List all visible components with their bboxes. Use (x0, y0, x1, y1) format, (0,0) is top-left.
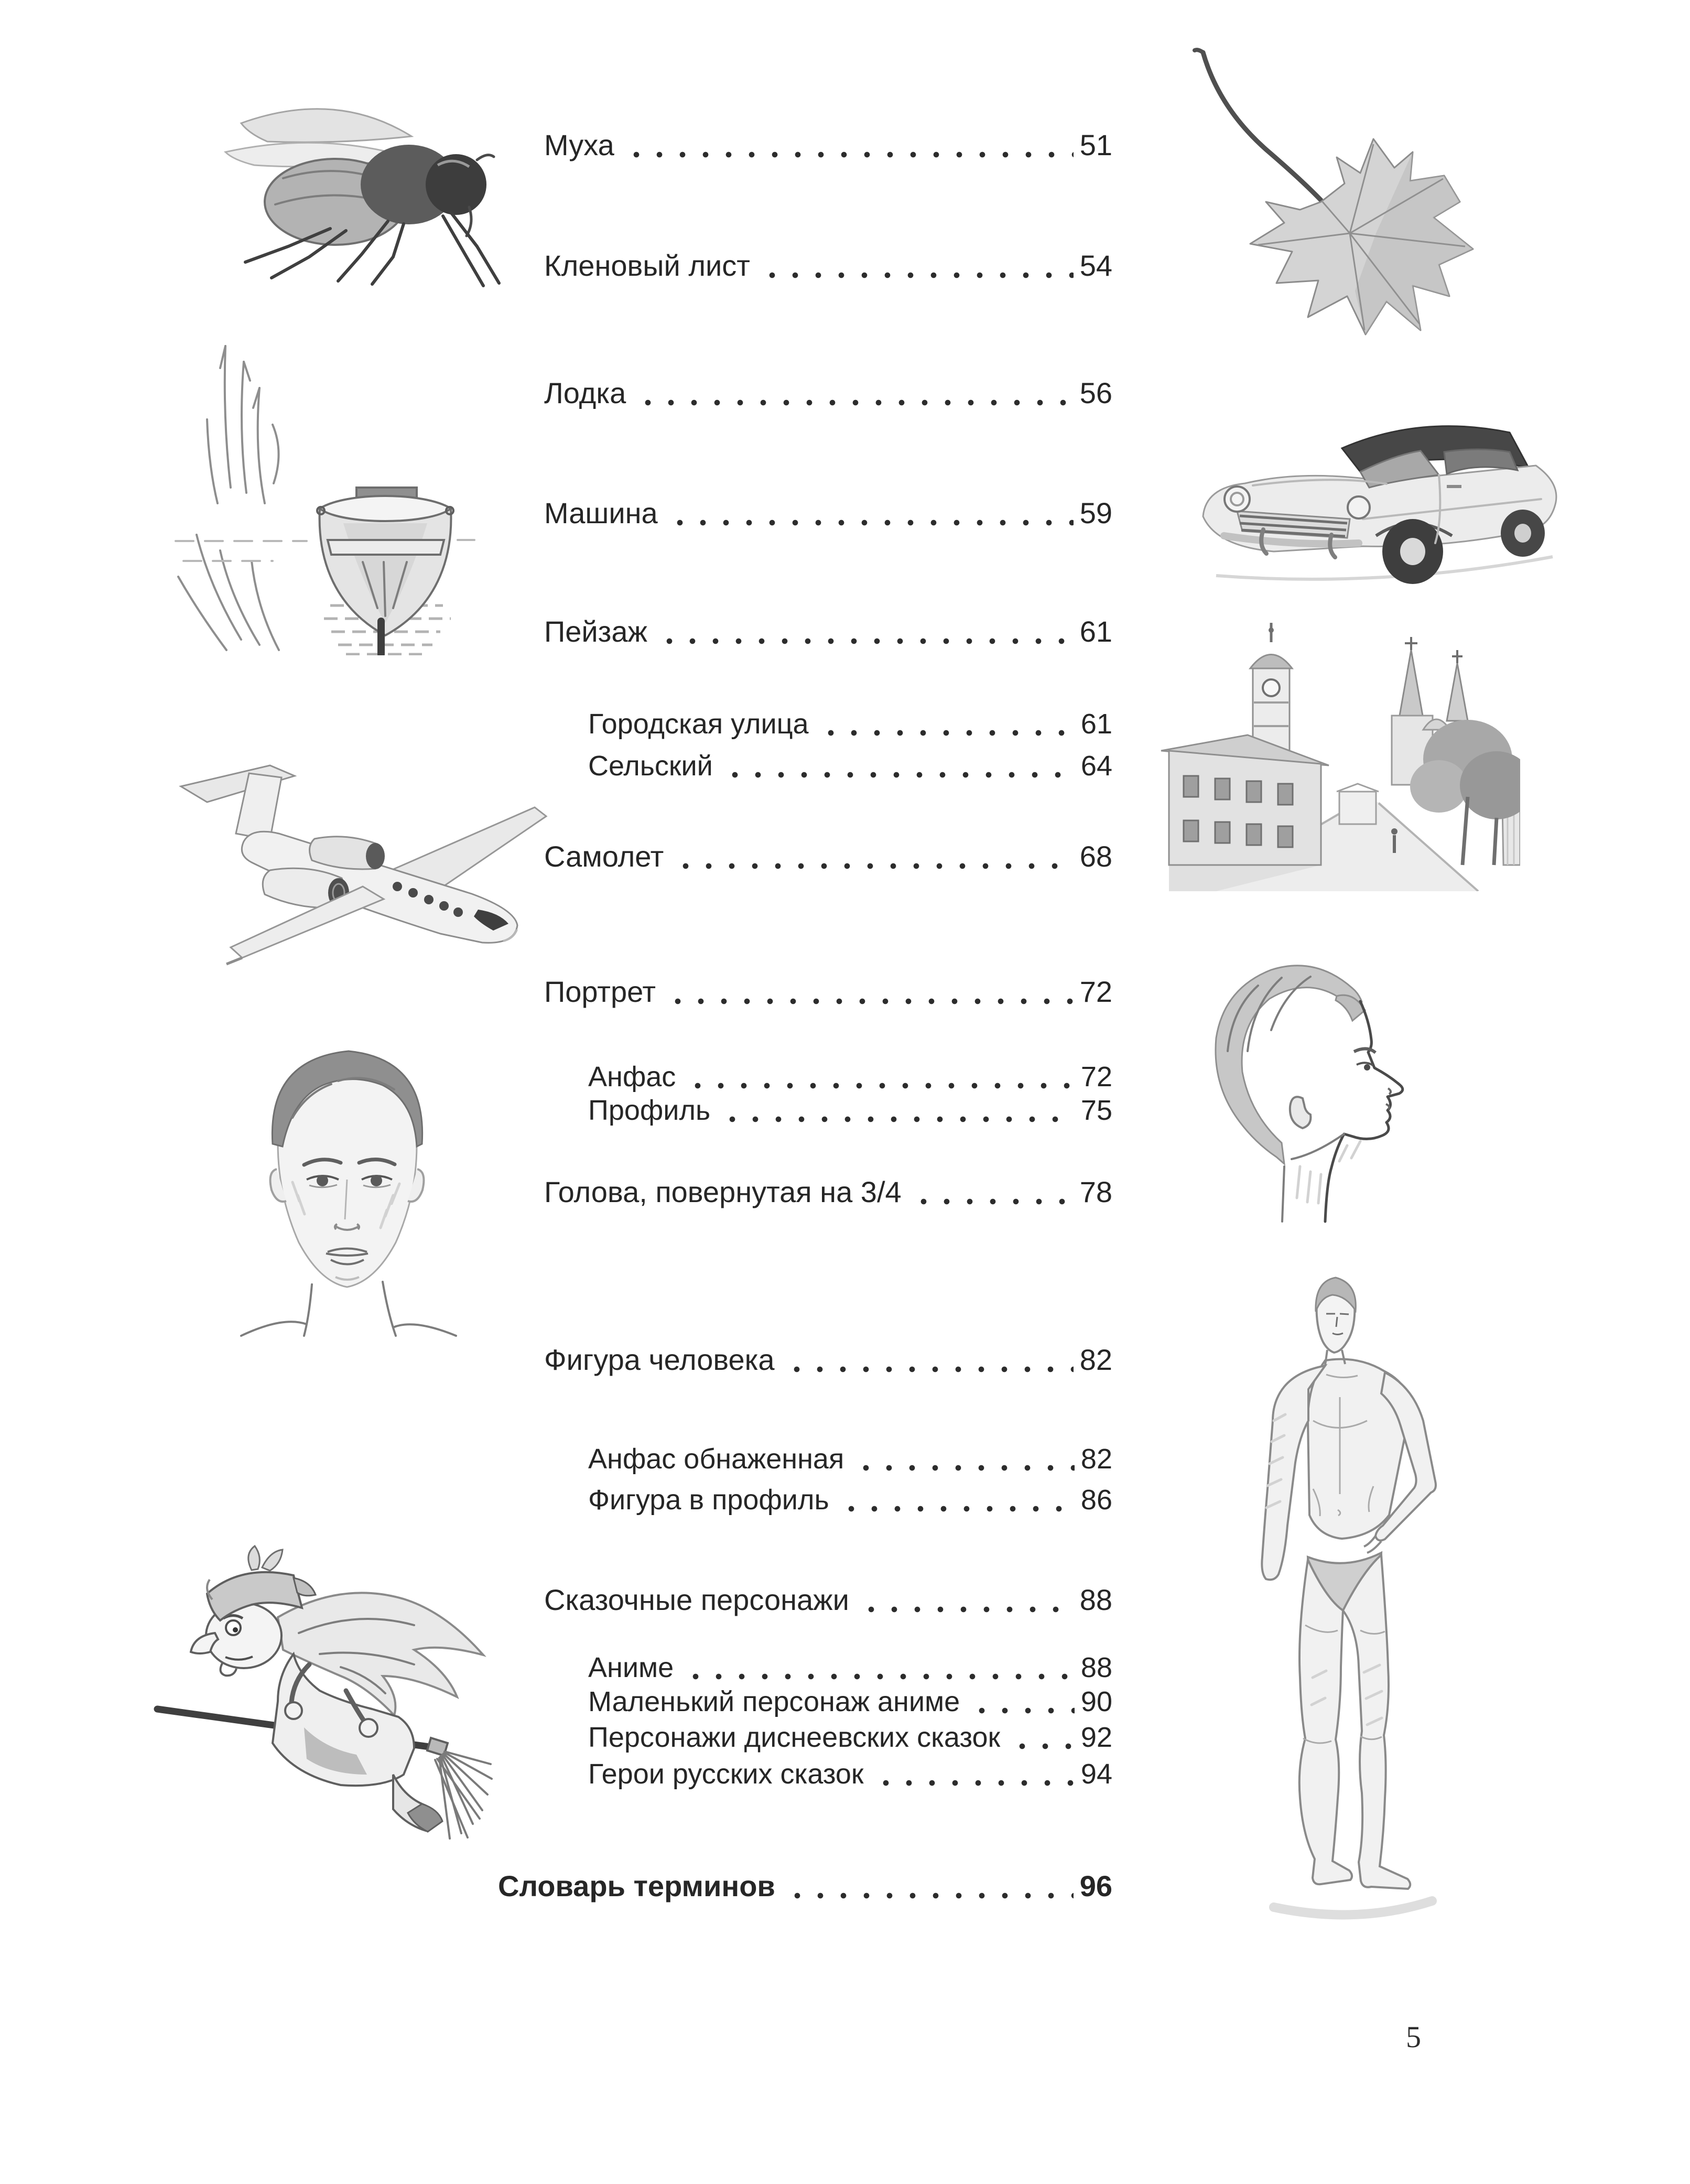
toc-entry-page: 61 (1080, 708, 1112, 740)
toc-entry (498, 128, 1112, 162)
toc-entry-label: Лодка (544, 376, 626, 409)
toc-entry (498, 750, 1112, 782)
toc-entry-page: 56 (1079, 376, 1112, 409)
toc-entry-label: Сельский (588, 750, 713, 782)
folio-page-number: 5 (1406, 2020, 1421, 2054)
toc-entry-page: 92 (1080, 1722, 1112, 1753)
toc-entry-label: Машина (544, 496, 658, 529)
toc-dot-leader (685, 1083, 1075, 1089)
toc-entry (498, 1685, 1112, 1718)
toc-entry (498, 496, 1112, 530)
toc-entry-page: 90 (1080, 1686, 1112, 1717)
witch-illustration (121, 1502, 498, 1845)
boat-illustration (147, 315, 488, 655)
toc-entry-label: Профиль (588, 1095, 711, 1126)
male-figure-illustration (1200, 1263, 1462, 1940)
toc-entry-page: 59 (1079, 496, 1112, 529)
toc-entry-label: Кленовый лист (544, 249, 750, 282)
toc-entry-label: Сказочные персонажи (544, 1583, 849, 1616)
toc-entry-label: Городская улица (588, 708, 809, 740)
toc-entry (498, 1343, 1112, 1377)
toc-entry-page: 78 (1079, 1175, 1112, 1208)
toc-entry (498, 1484, 1112, 1516)
toc-entry (498, 615, 1112, 648)
toc-entry (498, 1094, 1112, 1127)
airplane-illustration (157, 737, 553, 975)
toc-entry-page: 68 (1079, 840, 1112, 873)
toc-entry-label: Муха (544, 128, 614, 161)
car-illustration (1174, 362, 1570, 595)
toc-entry-page: 86 (1080, 1484, 1112, 1516)
toc-dot-leader (673, 863, 1073, 869)
toc-dot-leader (969, 1707, 1075, 1714)
toc-entry-page: 51 (1079, 128, 1112, 161)
portrait-profile-illustration (1179, 941, 1426, 1232)
toc-entry-label: Персонажи диснеевских сказок (588, 1722, 1001, 1753)
toc-dot-leader (657, 638, 1074, 644)
toc-entry (498, 1583, 1112, 1617)
toc-entry (498, 1061, 1112, 1093)
toc-entry-page: 82 (1080, 1443, 1112, 1475)
toc-entry-page: 82 (1079, 1343, 1112, 1376)
toc-entry (498, 975, 1112, 1009)
toc-entry-label: Самолет (544, 840, 664, 873)
toc-entry-page: 96 (1079, 1869, 1112, 1902)
toc-dot-leader (859, 1606, 1074, 1613)
toc-dot-leader (667, 520, 1074, 526)
toc-entry (498, 840, 1112, 873)
toc-entry-label: Словарь терминов (498, 1869, 775, 1902)
toc-entry-page: 75 (1080, 1095, 1112, 1126)
toc-entry (498, 1651, 1112, 1684)
toc-entry (498, 1869, 1112, 1903)
toc-dot-leader (873, 1780, 1075, 1786)
fly-illustration (204, 73, 514, 288)
toc-entry (498, 1758, 1112, 1790)
toc-entry-label: Голова, повернутая на 3/4 (544, 1175, 902, 1208)
toc-entry-page: 54 (1079, 249, 1112, 282)
toc-entry-page: 94 (1080, 1758, 1112, 1790)
toc-entry-label: Анфас обнаженная (588, 1443, 844, 1475)
toc-entry-page: 61 (1079, 615, 1112, 648)
toc-entry (498, 249, 1112, 283)
toc-dot-leader (839, 1506, 1075, 1512)
portrait-front-illustration (210, 1022, 482, 1337)
toc-dot-leader (683, 1673, 1075, 1680)
maple-leaf-illustration (1187, 45, 1481, 336)
toc-entry-page: 88 (1079, 1583, 1112, 1616)
toc-entry-label: Пейзаж (544, 615, 647, 648)
toc-entry-page: 72 (1080, 1061, 1112, 1093)
toc-entry-label: Фигура в профиль (588, 1484, 829, 1516)
toc-dot-leader (853, 1465, 1075, 1471)
toc-dot-leader (760, 272, 1074, 278)
toc-dot-leader (818, 730, 1075, 736)
toc-dot-leader (911, 1198, 1074, 1205)
toc-entry (498, 1721, 1112, 1754)
toc-dot-leader (1010, 1743, 1075, 1749)
toc-entry-page: 72 (1079, 975, 1112, 1008)
toc-entry-label: Герои русских сказок (588, 1758, 864, 1790)
toc-entry-page: 88 (1080, 1652, 1112, 1683)
toc-entry-label: Маленький персонаж аниме (588, 1686, 960, 1717)
toc-dot-leader (785, 1893, 1074, 1899)
toc-entry (498, 376, 1112, 410)
toc-dot-leader (720, 1116, 1075, 1122)
toc-dot-leader (635, 399, 1073, 406)
toc-dot-leader (624, 152, 1074, 158)
toc-entry (498, 1175, 1112, 1209)
toc-entry-label: Портрет (544, 975, 656, 1008)
toc-entry (498, 1443, 1112, 1475)
toc-entry (498, 708, 1112, 740)
toc-entry-page: 64 (1080, 750, 1112, 782)
toc-dot-leader (665, 998, 1074, 1004)
toc-dot-leader (722, 772, 1075, 778)
toc-dot-leader (784, 1366, 1074, 1372)
toc-entry-label: Анфас (588, 1061, 676, 1093)
city-street-illustration (1153, 619, 1520, 891)
toc-entry-label: Аниме (588, 1652, 674, 1683)
toc-entry-label: Фигура человека (544, 1343, 775, 1376)
